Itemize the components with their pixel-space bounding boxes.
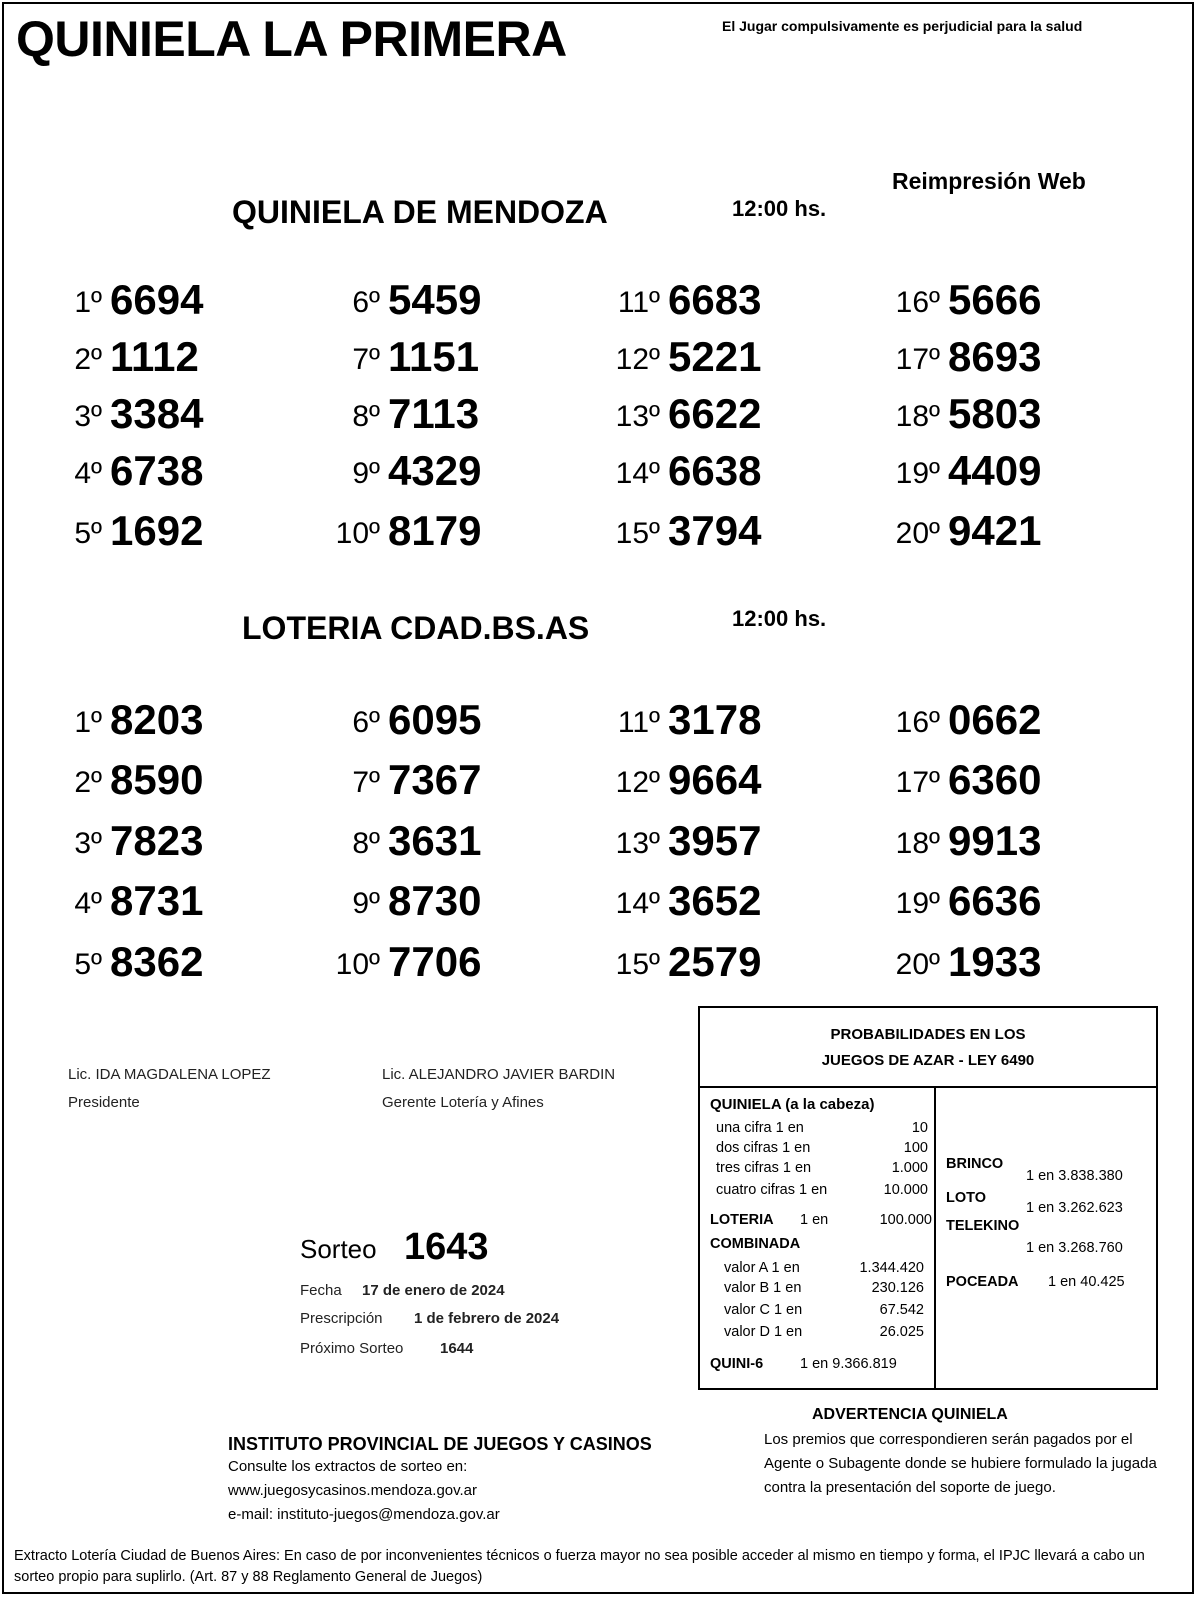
result-position: 19º [895, 457, 940, 490]
result-value: 4329 [388, 447, 482, 494]
result-number [352, 756, 482, 804]
signature-right-role: Gerente Lotería y Afines [382, 1094, 544, 1111]
loteria-prob-text: 1 en [800, 1212, 829, 1228]
result-number [74, 276, 204, 324]
result-position: 12º [615, 766, 660, 799]
result-number [895, 756, 1042, 804]
result-value: 8730 [388, 877, 482, 924]
result-value: 5666 [948, 276, 1042, 323]
combinada-prob-value: 230.126 [871, 1280, 924, 1296]
draw-label: Sorteo [300, 1234, 377, 1264]
result-position: 20º [895, 948, 940, 981]
result-value: 3178 [668, 696, 762, 743]
institute-website-link[interactable]: www.juegosycasinos.mendoza.gov.ar [228, 1482, 478, 1499]
result-position: 1º [74, 706, 102, 739]
result-value: 6095 [388, 696, 482, 743]
result-value: 3631 [388, 817, 482, 864]
advertencia-body: Los premios que correspondieren serán pagados por el Agente o Subagente donde se hubiere formulado la jugada contra la presentación del soporte de juego. [764, 1431, 1157, 1496]
result-position: 13º [615, 827, 660, 860]
result-position: 3º [74, 827, 102, 860]
result-number [895, 390, 1042, 438]
result-value: 0662 [948, 696, 1042, 743]
result-position: 15º [615, 517, 660, 550]
telekino-prob-label: TELEKINO [946, 1218, 1020, 1234]
result-value: 8362 [110, 938, 204, 985]
result-number [615, 507, 762, 555]
result-number [74, 756, 204, 804]
result-value: 6636 [948, 877, 1042, 924]
result-value: 2579 [668, 938, 762, 985]
result-value: 6738 [110, 447, 204, 494]
result-position: 15º [615, 948, 660, 981]
quini6-prob-label: QUINI-6 [710, 1356, 764, 1372]
probabilities-title-line1: PROBABILIDADES EN LOS [830, 1026, 1026, 1043]
result-number [617, 696, 762, 744]
result-value: 6622 [668, 390, 762, 437]
result-number [615, 938, 762, 986]
result-number [74, 333, 199, 381]
probabilities-title-line2: JUEGOS DE AZAR - LEY 6490 [821, 1052, 1035, 1069]
result-position: 5º [74, 948, 102, 981]
result-position: 17º [895, 343, 940, 376]
result-value: 8203 [110, 696, 204, 743]
result-number [74, 390, 204, 438]
result-number [74, 507, 204, 555]
result-position: 13º [615, 400, 660, 433]
quiniela-prob-label: cuatro cifras 1 en [716, 1182, 828, 1198]
result-position: 4º [74, 887, 102, 920]
result-position: 11º [617, 286, 660, 319]
institute-email-link[interactable]: e-mail: instituto-juegos@mendoza.gov.ar [228, 1506, 500, 1523]
signature-right-name: Lic. ALEJANDRO JAVIER BARDIN [382, 1066, 616, 1083]
draw-date: 17 de enero de 2024 [362, 1282, 505, 1299]
result-position: 18º [895, 400, 940, 433]
section-time-buenos-aires: 12:00 hs. [732, 606, 827, 631]
poceada-prob-value: 1 en 40.425 [1048, 1274, 1125, 1290]
result-value: 5459 [388, 276, 482, 323]
next-draw-label: Próximo Sorteo [300, 1340, 404, 1357]
health-warning: El Jugar compulsivamente es perjudicial para la salud [722, 18, 1083, 34]
result-number [615, 817, 762, 865]
result-value: 6694 [110, 276, 204, 323]
result-number [615, 447, 762, 495]
loto-prob-value: 1 en 3.262.623 [1026, 1200, 1123, 1216]
result-position: 7º [352, 766, 380, 799]
result-position: 10º [335, 517, 380, 550]
result-value: 1151 [388, 333, 480, 380]
combinada-prob-title: COMBINADA [710, 1236, 801, 1252]
result-number [74, 938, 204, 986]
loteria-prob-value: 100.000 [879, 1212, 932, 1228]
result-number [74, 877, 204, 925]
section-time-mendoza: 12:00 hs. [732, 196, 827, 221]
result-value: 1933 [948, 938, 1042, 985]
result-position: 1º [74, 286, 102, 319]
result-position: 16º [895, 286, 940, 319]
result-value: 4409 [948, 447, 1042, 494]
result-number [895, 447, 1042, 495]
result-position: 9º [352, 887, 380, 920]
result-position: 7º [352, 343, 380, 376]
probabilities-box [698, 1006, 1158, 1390]
result-number [895, 877, 1042, 925]
page-title: QUINIELA LA PRIMERA [16, 11, 567, 67]
combinada-prob-value: 67.542 [879, 1302, 924, 1318]
combinada-prob-value: 1.344.420 [859, 1260, 924, 1276]
prescription-date: 1 de febrero de 2024 [414, 1310, 560, 1327]
result-position: 18º [895, 827, 940, 860]
probabilities-right-column [936, 1088, 1156, 1388]
result-value: 8731 [110, 877, 204, 924]
result-value: 1112 [110, 333, 199, 380]
result-number [74, 817, 204, 865]
result-value: 1692 [110, 507, 204, 554]
quiniela-prob-value: 100 [903, 1140, 928, 1156]
result-number [352, 333, 480, 381]
combinada-prob-label: valor A 1 en [724, 1260, 800, 1276]
result-number [335, 507, 482, 555]
combinada-prob-label: valor B 1 en [724, 1280, 802, 1296]
combinada-prob-label: valor C 1 en [724, 1302, 803, 1318]
result-position: 6º [352, 286, 380, 319]
quiniela-prob-label: una cifra 1 en [716, 1120, 804, 1136]
result-position: 8º [352, 400, 380, 433]
quini6-prob-value: 1 en 9.366.819 [800, 1356, 897, 1372]
result-value: 8179 [388, 507, 482, 554]
result-position: 10º [335, 948, 380, 981]
quiniela-prob-label: dos cifras 1 en [716, 1140, 811, 1156]
brinco-prob-label: BRINCO [946, 1156, 1004, 1172]
result-position: 14º [615, 457, 660, 490]
signature-left-name: Lic. IDA MAGDALENA LOPEZ [68, 1066, 271, 1083]
result-value: 5221 [668, 333, 762, 380]
quiniela-prob-title: QUINIELA (a la cabeza) [710, 1096, 875, 1113]
section-title-buenos-aires: LOTERIA CDAD.BS.AS [242, 610, 590, 646]
result-position: 12º [615, 343, 660, 376]
loteria-prob-label: LOTERIA [710, 1212, 774, 1228]
result-value: 9421 [948, 507, 1042, 554]
result-position: 5º [74, 517, 102, 550]
signature-left-role: Presidente [68, 1094, 140, 1111]
result-position: 11º [617, 706, 660, 739]
poceada-prob-label: POCEADA [946, 1274, 1019, 1290]
quiniela-prob-label: tres cifras 1 en [716, 1160, 812, 1176]
result-value: 5803 [948, 390, 1042, 437]
combinada-prob-label: valor D 1 en [724, 1324, 803, 1340]
result-number [895, 938, 1042, 986]
institute-name: INSTITUTO PROVINCIAL DE JUEGOS Y CASINOS [228, 1434, 652, 1454]
result-value: 8693 [948, 333, 1042, 380]
brinco-prob-value: 1 en 3.838.380 [1026, 1168, 1123, 1184]
draw-number: 1643 [404, 1226, 489, 1268]
result-position: 2º [74, 766, 102, 799]
next-draw-number: 1644 [440, 1340, 474, 1357]
result-position: 19º [895, 887, 940, 920]
section-title-mendoza: QUINIELA DE MENDOZA [232, 194, 608, 230]
result-position: 16º [895, 706, 940, 739]
result-value: 6360 [948, 756, 1042, 803]
result-value: 3957 [668, 817, 762, 864]
advertencia-title: ADVERTENCIA QUINIELA [812, 1406, 1008, 1423]
result-value: 9913 [948, 817, 1042, 864]
result-position: 3º [74, 400, 102, 433]
institute-consult-text: Consulte los extractos de sorteo en: [228, 1458, 468, 1475]
draw-date-label: Fecha [300, 1282, 342, 1299]
result-number [895, 696, 1042, 744]
combinada-prob-value: 26.025 [879, 1324, 924, 1340]
result-value: 7823 [110, 817, 204, 864]
result-number [895, 276, 1042, 324]
probabilities-left-column [700, 1088, 936, 1388]
result-position: 14º [615, 887, 660, 920]
result-number [74, 447, 204, 495]
result-number [352, 276, 482, 324]
result-value: 3384 [110, 390, 204, 437]
result-number [74, 696, 204, 744]
probabilities-header [700, 1008, 1156, 1088]
quiniela-prob-value: 10.000 [883, 1182, 928, 1198]
result-number [895, 333, 1042, 381]
result-number [895, 817, 1042, 865]
quiniela-prob-value: 10 [911, 1120, 928, 1136]
result-position: 9º [352, 457, 380, 490]
result-position: 4º [74, 457, 102, 490]
result-value: 3652 [668, 877, 762, 924]
result-position: 17º [895, 766, 940, 799]
result-number [617, 276, 762, 324]
reprint-label: Reimpresión Web [892, 168, 1086, 194]
result-value: 6683 [668, 276, 762, 323]
footer-note: Extracto Lotería Ciudad de Buenos Aires: En caso de por inconvenientes técnicos o fuerza mayor no sea posible acceder al mismo en tiempo y forma, el IPJC llevará a cabo un sorteo propio para suplirlo. (Art. 87 y 88 Reglamento General de Juegos) [14, 1548, 1145, 1585]
prescription-label: Prescripción [300, 1310, 383, 1327]
result-number [335, 938, 482, 986]
result-value: 7113 [388, 390, 480, 437]
result-value: 3794 [668, 507, 762, 554]
result-number [615, 877, 762, 925]
result-number [895, 507, 1042, 555]
result-position: 20º [895, 517, 940, 550]
result-number [615, 390, 762, 438]
result-number [615, 756, 762, 804]
result-value: 8590 [110, 756, 204, 803]
result-number [352, 877, 482, 925]
result-number [615, 333, 762, 381]
result-value: 7706 [388, 938, 482, 985]
result-number [352, 447, 482, 495]
result-number [352, 817, 482, 865]
result-value: 9664 [668, 756, 762, 803]
result-value: 7367 [388, 756, 482, 803]
result-number [352, 696, 482, 744]
result-position: 6º [352, 706, 380, 739]
loto-prob-label: LOTO [946, 1190, 987, 1206]
result-number [352, 390, 480, 438]
result-position: 8º [352, 827, 380, 860]
result-value: 6638 [668, 447, 762, 494]
telekino-prob-value: 1 en 3.268.760 [1026, 1240, 1123, 1256]
quiniela-prob-value: 1.000 [891, 1160, 928, 1176]
result-position: 2º [74, 343, 102, 376]
